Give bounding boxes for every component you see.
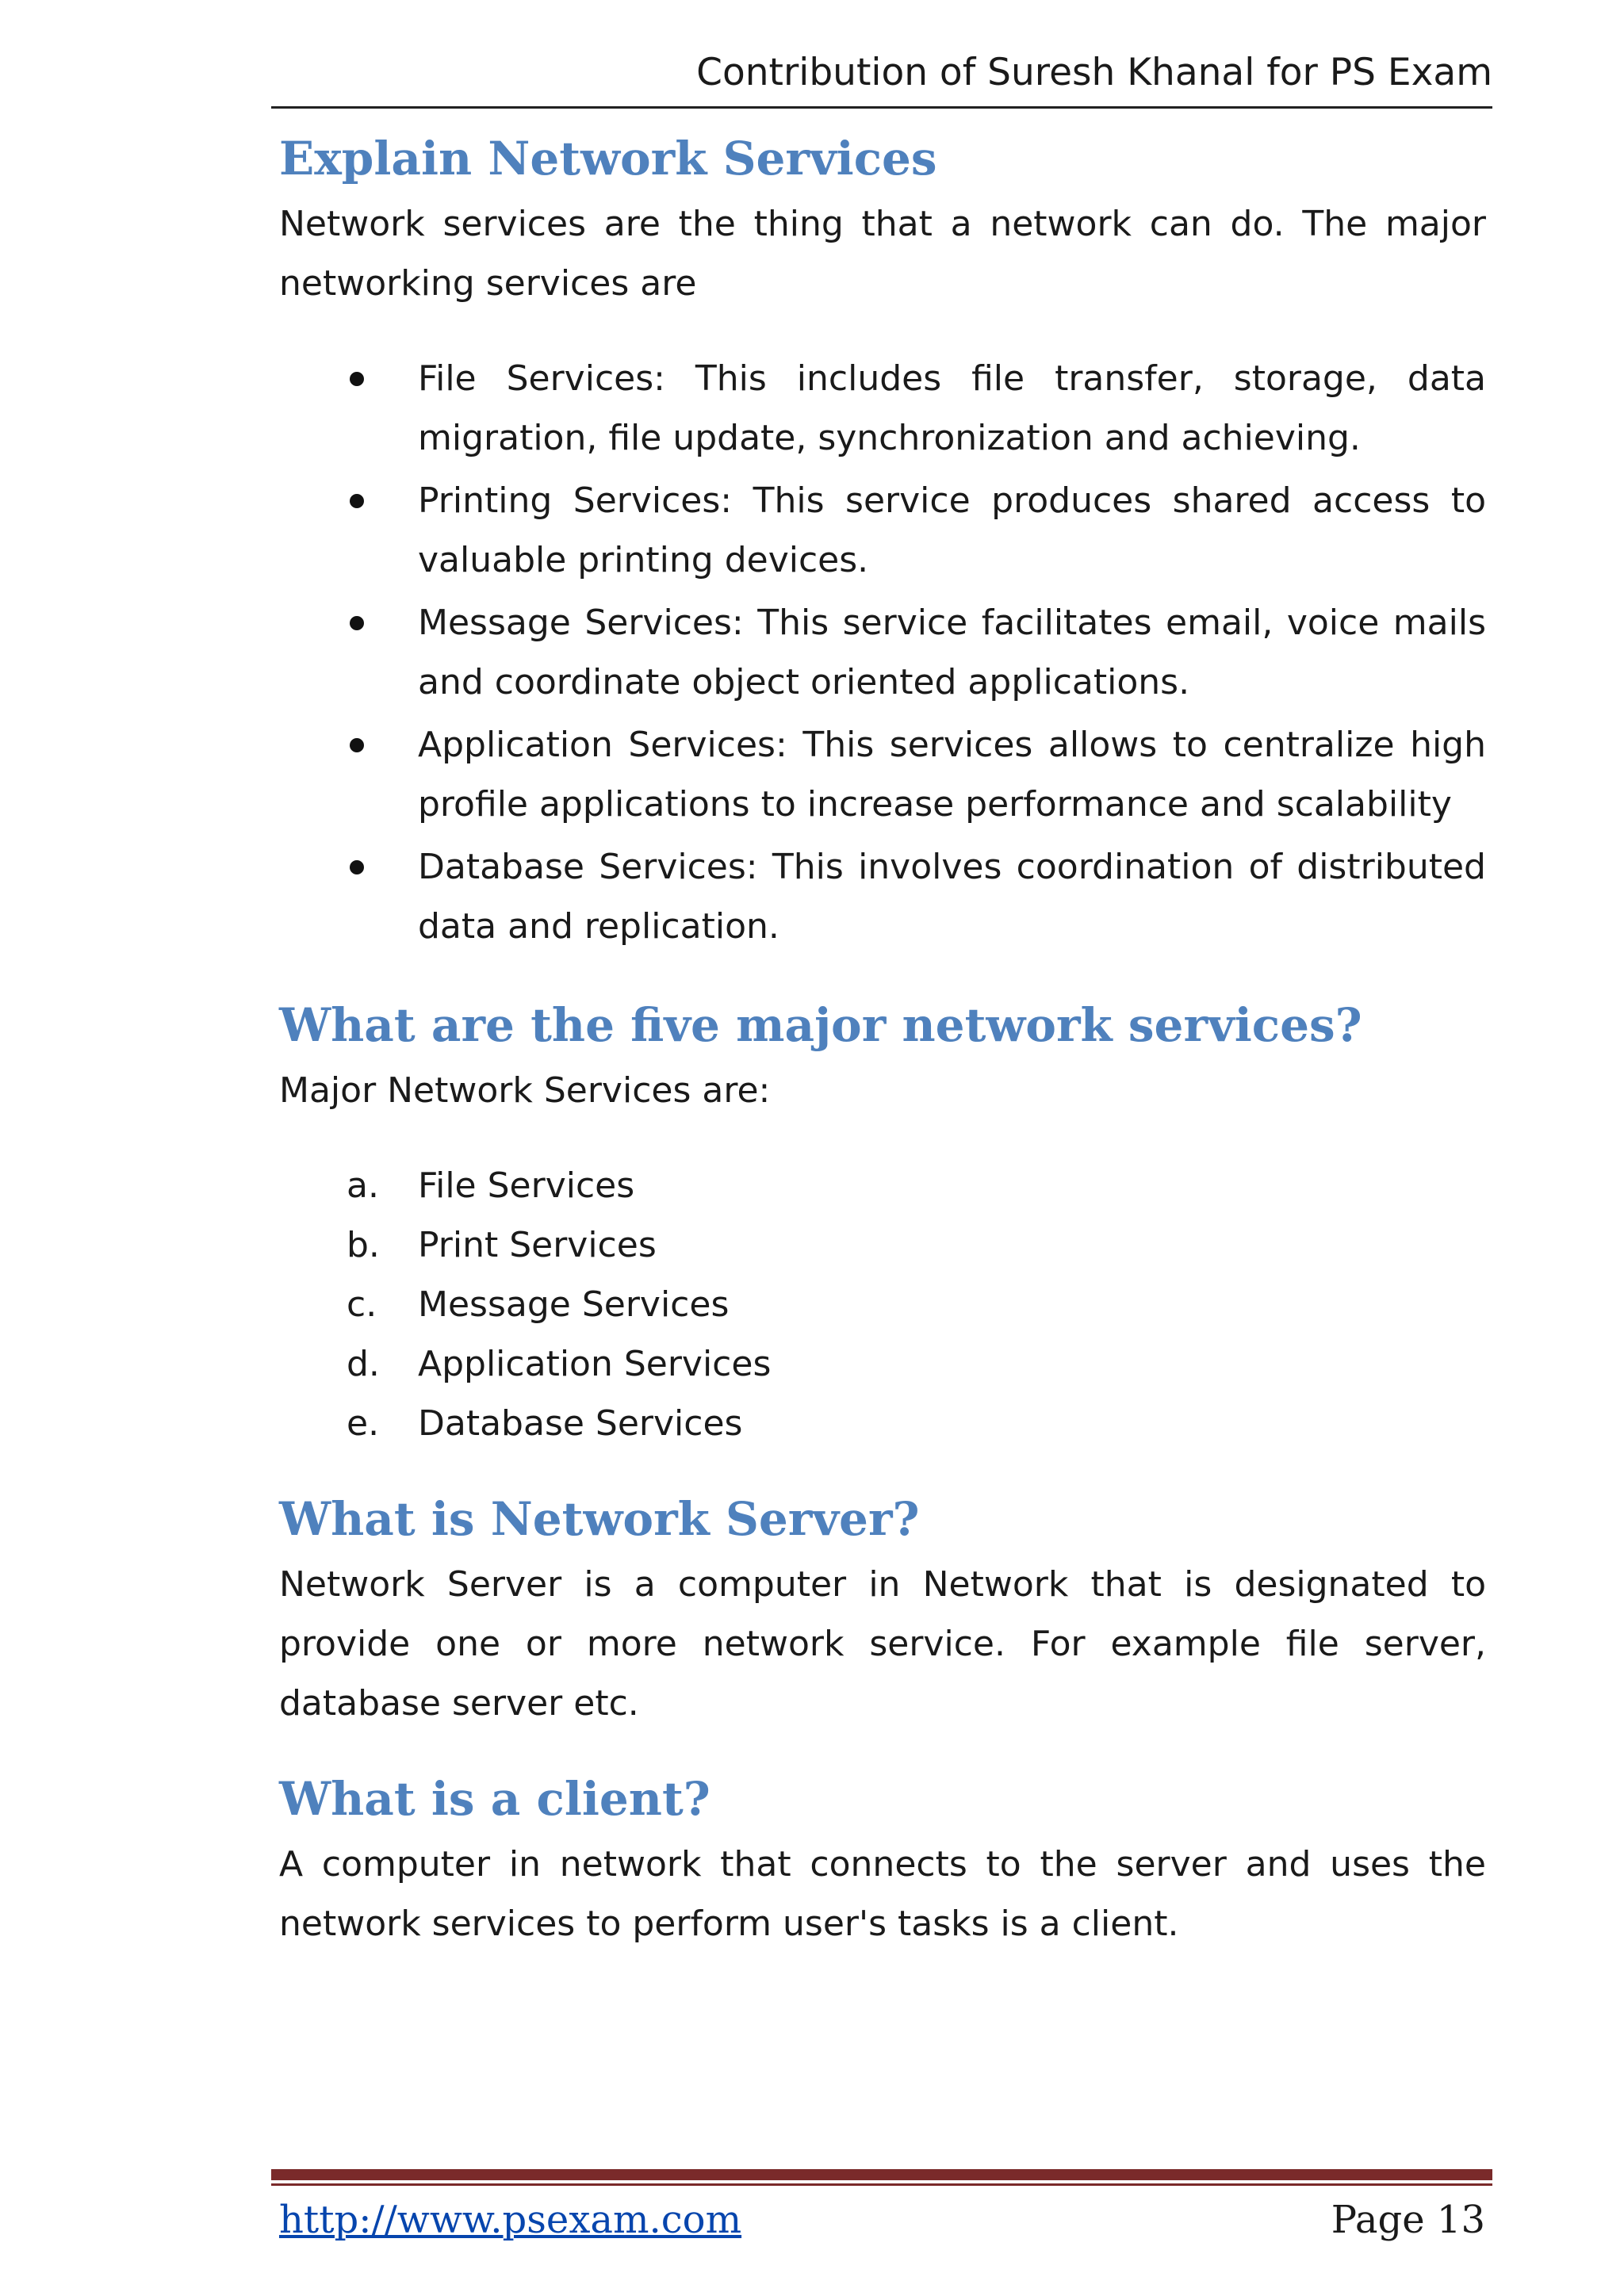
list-marker: e. bbox=[347, 1403, 380, 1444]
section-intro-five-major-services: Major Network Services are: bbox=[279, 1070, 771, 1111]
bullet-icon bbox=[350, 494, 364, 508]
list-marker: a. bbox=[347, 1165, 379, 1206]
major-services-lettered-list bbox=[279, 1156, 1486, 1453]
footer-rule bbox=[271, 2169, 1492, 2180]
list-marker: c. bbox=[347, 1284, 377, 1325]
section-intro-network-services: Network services are the thing that a network can do. The major networking services are bbox=[279, 204, 1486, 304]
list-marker: d. bbox=[347, 1344, 380, 1384]
section-heading-network-services: Explain Network Services bbox=[279, 132, 937, 186]
list-item: File Services: This includes file transfer, storage, data migration, file update, synchronization and achieving. bbox=[279, 349, 1486, 468]
network-services-bullet-list bbox=[279, 349, 1486, 956]
page-content bbox=[279, 123, 1486, 1954]
list-marker: b. bbox=[347, 1225, 380, 1265]
footer-website-link[interactable]: http://www.psexam.com bbox=[279, 2198, 742, 2242]
list-item: Printing Services: This service produces shared access to valuable printing devices. bbox=[279, 471, 1486, 590]
section-body-client: A computer in network that connects to the server and uses the network services to perform user's tasks is a client. bbox=[279, 1844, 1486, 1944]
bullet-icon bbox=[350, 860, 364, 874]
list-item: Message Services: This service facilitates email, voice mails and coordinate object oriented applications. bbox=[279, 593, 1486, 712]
list-item: b. Print Services bbox=[279, 1215, 1486, 1275]
running-header: Contribution of Suresh Khanal for PS Exam bbox=[696, 51, 1492, 94]
bullet-icon bbox=[350, 372, 364, 386]
bullet-icon bbox=[350, 616, 364, 630]
list-item: e. Database Services bbox=[279, 1394, 1486, 1453]
section-heading-network-server: What is Network Server? bbox=[279, 1492, 920, 1546]
page-number: Page 13 bbox=[1331, 2198, 1485, 2242]
section-heading-client: What is a client? bbox=[279, 1772, 710, 1826]
list-item: Database Services: This involves coordination of distributed data and replication. bbox=[279, 837, 1486, 956]
bullet-icon bbox=[350, 738, 364, 752]
list-item: Application Services: This services allows to centralize high profile applications to increase performance and scalability bbox=[279, 715, 1486, 834]
list-item: c. Message Services bbox=[279, 1275, 1486, 1334]
section-heading-five-major-services: What are the five major network services? bbox=[279, 998, 1362, 1052]
footer-rule-thin bbox=[271, 2183, 1492, 2186]
section-body-network-server: Network Server is a computer in Network that is designated to provide one or more network service. For example file server, database server etc. bbox=[279, 1564, 1486, 1724]
list-item: a. File Services bbox=[279, 1156, 1486, 1215]
list-item: d. Application Services bbox=[279, 1334, 1486, 1394]
header-rule bbox=[271, 106, 1492, 109]
